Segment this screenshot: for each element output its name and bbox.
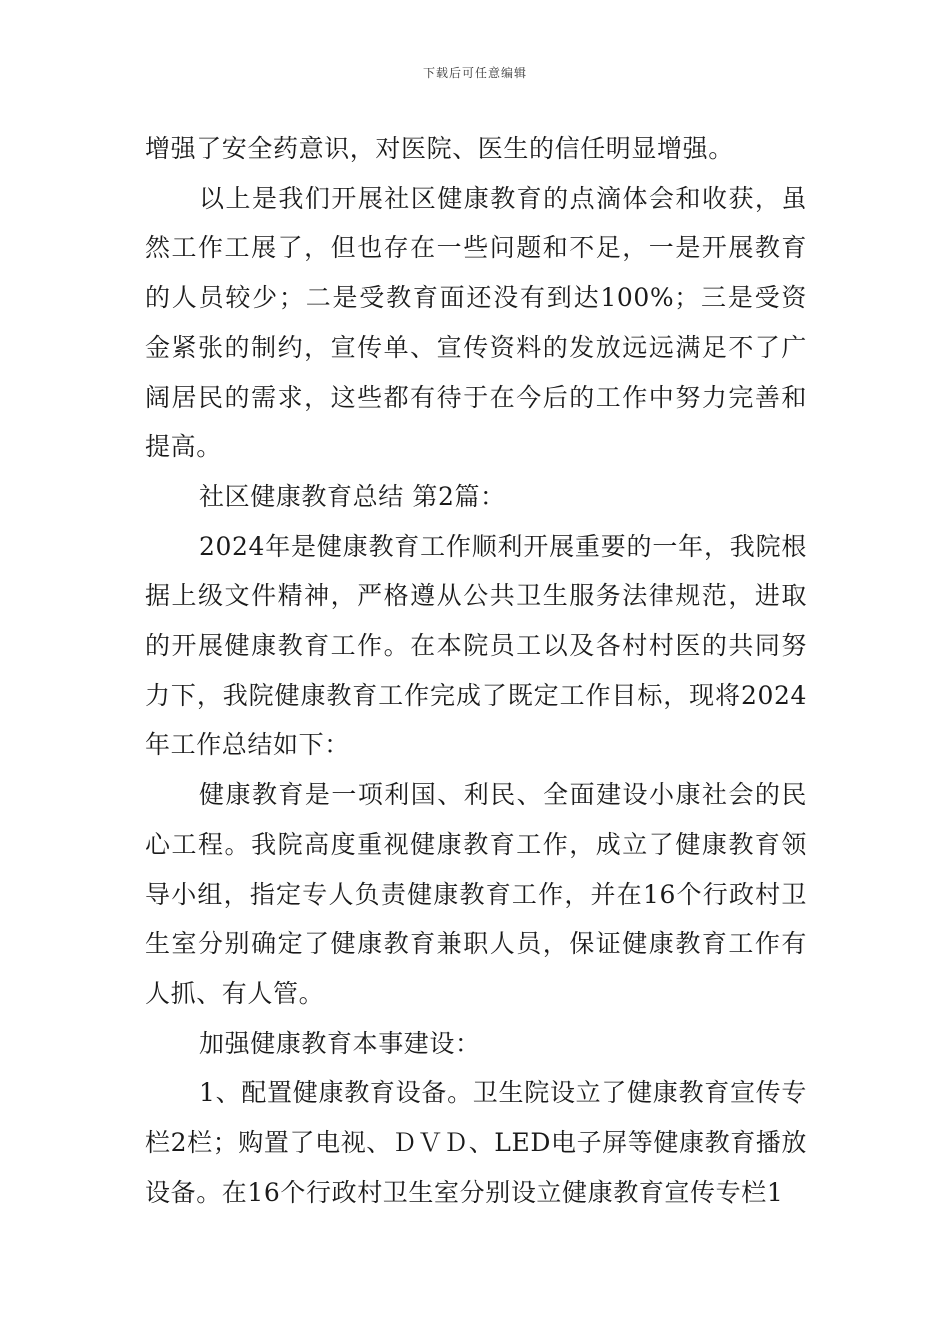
paragraph-3: 2024年是健康教育工作顺利开展重要的一年，我院根据上级文件精神，严格遵从公共卫生服务法律规范，进取的开展健康教育工作。在本院员工以及各村村医的共同努力下，我院健康教育工作完成了既定工作目标，现将2024年工作总结如下： [145, 531, 807, 760]
paragraph-5: 1、配置健康教育设备。卫生院设立了健康教育宣传专栏2栏；购置了电视、ＤＶＤ、LED电子屏等健康教育播放设备。在16个行政村卫生室分别设立健康教育宣传专栏1 [145, 1078, 808, 1207]
subsection-heading: 加强健康教育本事建设： [199, 1028, 481, 1058]
section-heading: 社区健康教育总结 第2篇： [199, 481, 506, 511]
paragraph-4: 健康教育是一项利国、利民、全面建设小康社会的民心工程。我院高度重视健康教育工作，成立了健康教育领导小组，指定专人负责健康教育工作，并在16个行政村卫生室分别确定了健康教育兼职人员，保证健康教育工作有人抓、有人管。 [145, 780, 807, 1008]
paragraph-1: 增强了安全药意识，对医院、医生的信任明显增强。 [145, 134, 734, 163]
document-body [145, 124, 807, 1217]
paragraph-2: 以上是我们开展社区健康教育的点滴体会和收获，虽然工作工展了，但也存在一些问题和不足，一是开展教育的人员较少；二是受教育面还没有到达100%；三是受资金紧张的制约，宣传单、宣传资料的发放远远满足不了广阔居民的需求，这些都有待于在今后的工作中努力完善和提高。 [145, 183, 807, 462]
page-header-note: 下载后可任意编辑 [422, 66, 527, 80]
